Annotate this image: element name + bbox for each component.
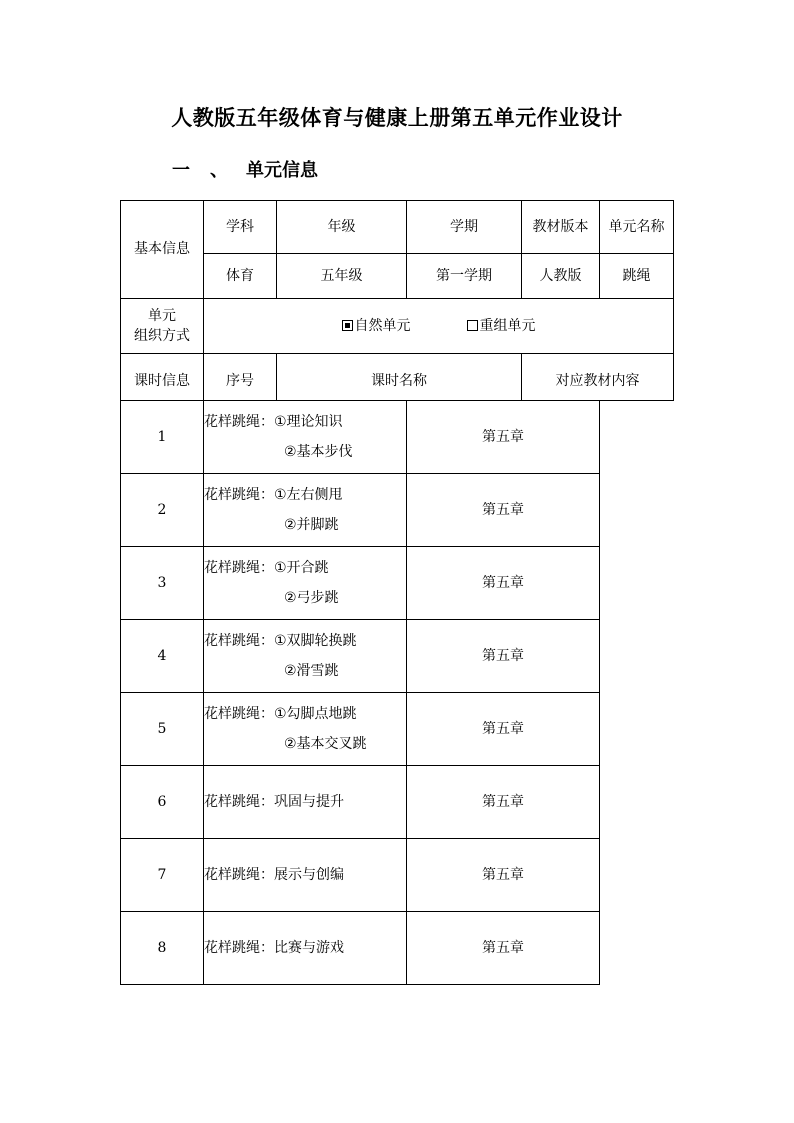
- lesson-content: 第五章: [407, 401, 600, 474]
- organization-label-line1: 单元: [148, 308, 176, 324]
- header-subject: 学科: [204, 201, 277, 254]
- header-lesson-name: 课时名称: [277, 354, 522, 401]
- lesson-number: 6: [121, 766, 204, 839]
- lesson-content: 第五章: [407, 839, 600, 912]
- organization-label-line2: 组织方式: [134, 328, 190, 344]
- lesson-name-line1: 花样跳绳：①勾脚点地跳: [204, 706, 357, 722]
- header-content: 对应教材内容: [522, 354, 674, 401]
- lesson-row: [121, 547, 674, 620]
- lesson-number: 5: [121, 693, 204, 766]
- value-term: 第一学期: [407, 254, 522, 299]
- lesson-name-line1: 花样跳绳：①双脚轮换跳: [204, 633, 357, 649]
- lesson-content: 第五章: [407, 693, 600, 766]
- value-unit-name: 跳绳: [600, 254, 674, 299]
- lesson-row: [121, 474, 674, 547]
- document-title: 人教版五年级体育与健康上册第五单元作业设计: [171, 106, 623, 130]
- lesson-content: 第五章: [407, 620, 600, 693]
- lesson-content: 第五章: [407, 474, 600, 547]
- lesson-number: 4: [121, 620, 204, 693]
- lesson-content: 第五章: [407, 547, 600, 620]
- lesson-row: [121, 401, 674, 474]
- basic-info-label: 基本信息: [121, 201, 204, 299]
- lesson-row: [121, 912, 674, 985]
- header-grade: 年级: [277, 201, 407, 254]
- organization-label: [121, 299, 204, 354]
- option-natural-unit[interactable]: [342, 318, 411, 334]
- lesson-name: [204, 766, 407, 839]
- lesson-name: [204, 401, 407, 474]
- option-natural-unit-label: 自然单元: [354, 317, 411, 334]
- lesson-name: [204, 912, 407, 985]
- lesson-name: [204, 474, 407, 547]
- lesson-row: [121, 839, 674, 912]
- lesson-name-line1: 花样跳绳：比赛与游戏: [204, 940, 344, 956]
- value-grade: 五年级: [277, 254, 407, 299]
- lesson-number: 8: [121, 912, 204, 985]
- value-subject: 体育: [204, 254, 277, 299]
- lesson-name-line2: ②弓步跳: [284, 590, 339, 606]
- header-edition: 教材版本: [522, 201, 600, 254]
- lesson-name: [204, 620, 407, 693]
- option-regrouped-unit-label: 重组单元: [479, 317, 536, 334]
- section-number: 一: [172, 160, 190, 181]
- lesson-name-line1: 花样跳绳：①理论知识: [204, 414, 343, 430]
- basic-header-row: [121, 201, 674, 254]
- lesson-number: 7: [121, 839, 204, 912]
- lesson-rows: [121, 401, 674, 985]
- organization-row: [121, 299, 674, 354]
- lesson-row: [121, 766, 674, 839]
- checked-checkbox-icon[interactable]: [342, 320, 353, 331]
- header-number: 序号: [204, 354, 277, 401]
- lesson-content: 第五章: [407, 912, 600, 985]
- lesson-name: [204, 547, 407, 620]
- value-edition: 人教版: [522, 254, 600, 299]
- lesson-number: 1: [121, 401, 204, 474]
- lessons-info-label: 课时信息: [121, 354, 204, 401]
- lesson-name-line1: 花样跳绳：展示与创编: [204, 867, 344, 883]
- section-label: 单元信息: [246, 160, 318, 181]
- lesson-row: [121, 620, 674, 693]
- lesson-name-line1: 花样跳绳：①开合跳: [204, 560, 329, 576]
- lesson-number: 3: [121, 547, 204, 620]
- lesson-content: 第五章: [407, 766, 600, 839]
- lesson-name-line2: ②并脚跳: [284, 517, 339, 533]
- lesson-name-line2: ②基本步伐: [284, 444, 353, 460]
- lesson-name-line1: 花样跳绳：巩固与提升: [204, 794, 344, 810]
- header-term: 学期: [407, 201, 522, 254]
- section-heading: [172, 156, 318, 182]
- basic-value-row: [121, 254, 674, 299]
- lessons-header-row: [121, 354, 674, 401]
- lesson-row: [121, 693, 674, 766]
- lesson-name-line2: ②滑雪跳: [284, 663, 339, 679]
- lesson-name-line2: ②基本交叉跳: [284, 736, 367, 752]
- lesson-number: 2: [121, 474, 204, 547]
- option-regrouped-unit[interactable]: [467, 318, 536, 334]
- lesson-name-line1: 花样跳绳：①左右侧甩: [204, 487, 343, 503]
- lesson-name: [204, 693, 407, 766]
- lesson-name: [204, 839, 407, 912]
- header-unit-name: 单元名称: [600, 201, 674, 254]
- unchecked-checkbox-icon[interactable]: [467, 320, 478, 331]
- section-separator: 、: [210, 160, 228, 181]
- unit-info-table: [120, 200, 674, 985]
- organization-options: [204, 299, 674, 354]
